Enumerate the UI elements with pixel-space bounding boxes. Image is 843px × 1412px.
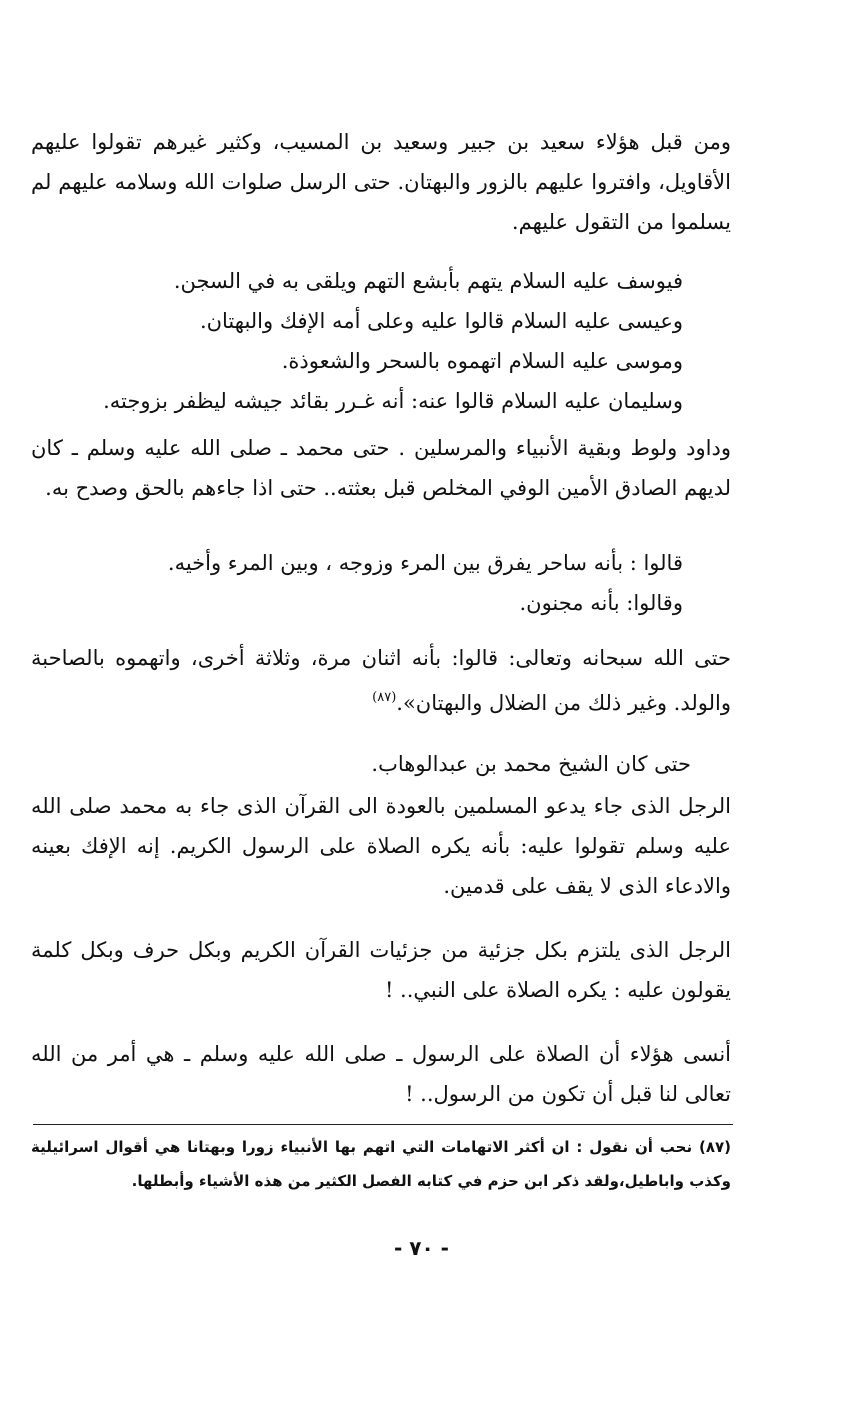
list-item: قالوا : بأنه ساحر يفرق بين المرء وزوجه ، وبين المرء وأخيه. xyxy=(167,551,683,575)
list-item: وموسى عليه السلام اتهموه بالسحر والشعوذة. xyxy=(281,349,683,373)
page-number: - ٧٠ - xyxy=(394,1236,449,1260)
paragraph-7: أنسى هؤلاء أن الصلاة على الرسول ـ صلى الله عليه وسلم ـ هي أمر من الله تعالى لنا قبل أن تكون من الرسول.. ! xyxy=(31,1042,731,1106)
footnote xyxy=(31,1130,731,1198)
paragraph-4: حتى كان الشيخ محمد بن عبدالوهاب. xyxy=(371,752,691,776)
paragraph-6: الرجل الذى يلتزم بكل جزئية من جزئيات القرآن الكريم وبكل حرف وبكل كلمة يقولون عليه : يكره الصلاة على النبي.. ! xyxy=(31,938,731,1002)
footnote-number: (٨٧) xyxy=(698,1138,731,1156)
list-item: وسليمان عليه السلام قالوا عنه: أنه غـرر بقائد جيشه ليظفر بزوجته. xyxy=(103,389,683,413)
prophets-list xyxy=(43,261,683,421)
footnote-reference: (٨٧) xyxy=(372,690,397,705)
footnote-divider xyxy=(33,1124,733,1125)
paragraph-3: حتى الله سبحانه وتعالى: قالوا: بأنه اثنان مرة، وثلاثة أخرى، واتهموه بالصاحبة والولد. وغير ذلك من الضلال والبهتان».$^{(٨٧)}$ xyxy=(31,646,731,715)
list-item: فيوسف عليه السلام يتهم بأبشع التهم ويلقى به في السجن. xyxy=(173,269,683,293)
list-item: وعيسى عليه السلام قالوا عليه وعلى أمه الإفك والبهتان. xyxy=(199,309,683,333)
paragraph-2: وداود ولوط وبقية الأنبياء والمرسلين . حتى محمد ـ صلى الله عليه وسلم ـ كان لديهم الصادق الأمين الوفي المخلص قبل بعثته.. حتى اذا جاءهم بالحق وصدح به. xyxy=(31,436,731,500)
accusations-list xyxy=(43,543,683,623)
paragraph-5: الرجل الذى جاء يدعو المسلمين بالعودة الى القرآن الذى جاء به محمد صلى الله عليه وسلم تقولوا عليه: بأنه يكره الصلاة على الرسول الكريم. إنه الإفك بعينه والادعاء الذى لا يقف على قدمين. xyxy=(31,794,731,898)
footnote-text: نحب أن نقول : ان أكثر الاتهامات التي اتهم بها الأنبياء زورا وبهتانا هي أقوال اسرائيلية وكذب واباطيل،ولقد ذكر ابن حزم في كتابه الفصل الكثير من هذه الأشياء وأبطلها. xyxy=(31,1138,731,1190)
paragraph-1: ومن قبل هؤلاء سعيد بن جبير وسعيد بن المسيب، وكثير غيرهم تقولوا عليهم الأقاويل، وافتروا عليهم بالزور والبهتان. حتى الرسل صلوات الله وسلامه عليهم لم يسلموا من التقول عليهم. xyxy=(31,130,731,234)
list-item: وقالوا: بأنه مجنون. xyxy=(519,591,683,615)
